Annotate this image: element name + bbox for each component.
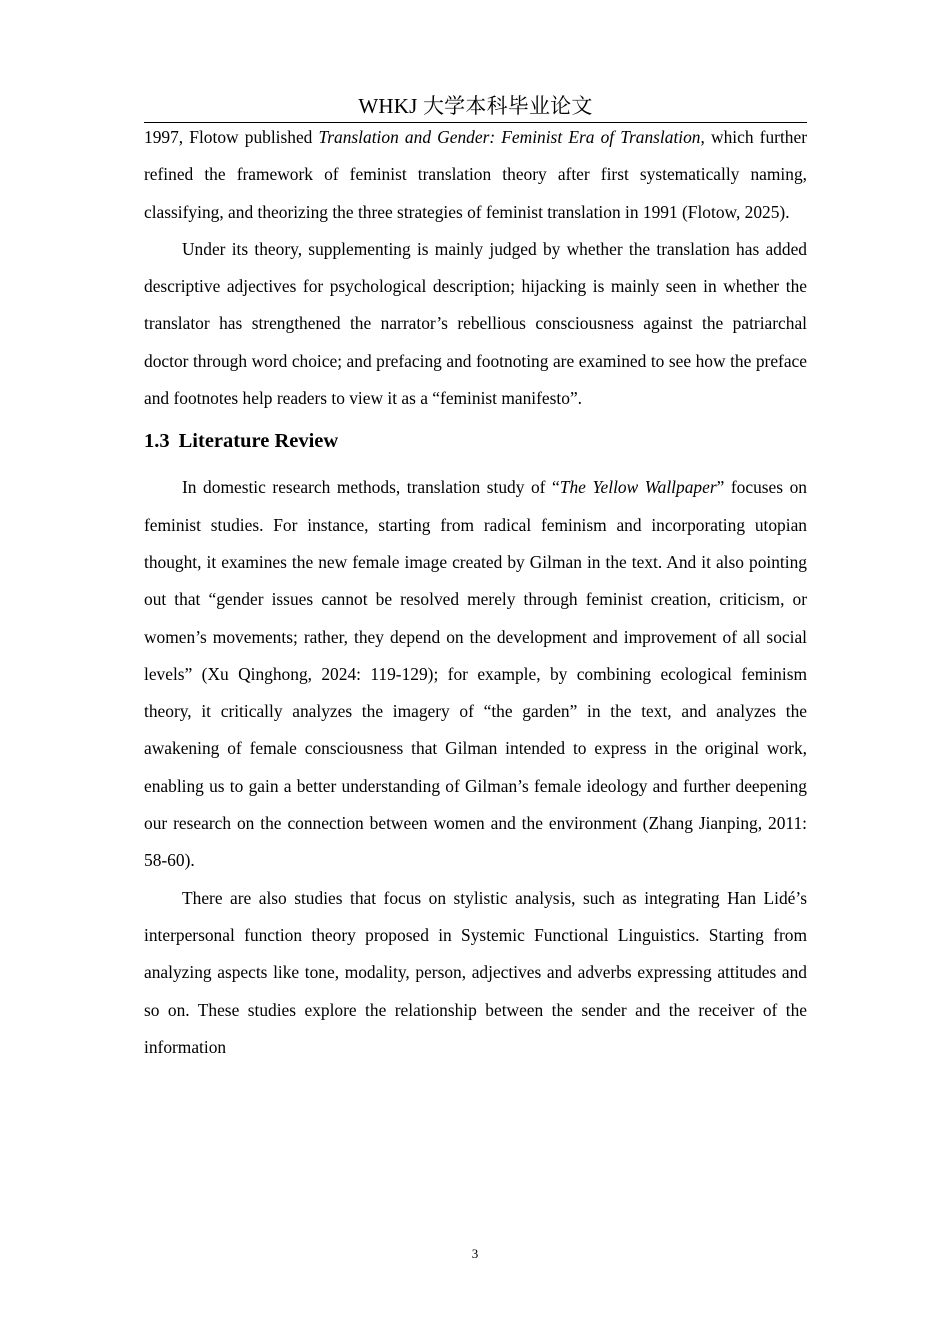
page-header: WHKJ 大学本科毕业论文 <box>358 94 593 118</box>
paragraph-text: , which further refined the framework of feminist translation theory after first systematically naming, classifying, and theorizing the three strategies of feminist translation in 1991 (Flotow, 2025). <box>144 127 807 222</box>
paragraph-domestic-research <box>144 469 807 879</box>
paragraph-text: 1997, Flotow published <box>144 127 319 147</box>
page-body <box>144 122 807 1066</box>
paragraph-flotow <box>144 119 807 231</box>
section-number: 1.3 <box>144 430 170 453</box>
page-number: 3 <box>471 1246 479 1261</box>
section-heading <box>144 426 807 456</box>
paragraph-strategies: Under its theory, supplementing is mainly judged by whether the translation has added descriptive adjectives for psychological description; hijacking is mainly seen in whether the translator has strengthened the narrator’s rebellious consciousness against the patriarchal doctor through word choice; and prefacing and footnoting are examined to see how the preface and footnotes help readers to view it as a “feminist manifesto”. <box>144 238 807 409</box>
paragraph-stylistic: There are also studies that focus on stylistic analysis, such as integrating Han Lidé’s interpersonal function theory proposed in Systemic Functional Linguistics. Starting from analyzing aspects like tone, modality, person, adjectives and adverbs expressing attitudes and so on. These studies explore the relationship between the sender and the receiver of the information <box>144 887 807 1057</box>
paragraph-text: In domestic research methods, translation study of “ <box>182 477 560 498</box>
section-title: Literature Review <box>178 430 339 453</box>
paragraph-text: ” focuses on feminist studies. For instance, starting from radical feminism and incorporating utopian thought, it examines the new female image created by Gilman in the text. And it also pointing out that “gender issues cannot be resolved merely through feminist creation, criticism, or women’s movements; rather, they depend on the development and improvement of all social levels” (Xu Qinghong, 2024: 119-129); for example, by combining ecological feminism theory, it critically analyzes the imagery of “the garden” in the text, and analyzes the awakening of female consciousness that Gilman intended to express in the original work, enabling us to gain a better understanding of Gilman’s female ideology and further deepening our research on the connection between women and the environment (Zhang Jianping, 2011: 58-60). <box>144 477 807 871</box>
work-title: The Yellow Wallpaper <box>559 477 717 498</box>
book-title: Translation and Gender: Feminist Era of Translation <box>318 127 701 147</box>
